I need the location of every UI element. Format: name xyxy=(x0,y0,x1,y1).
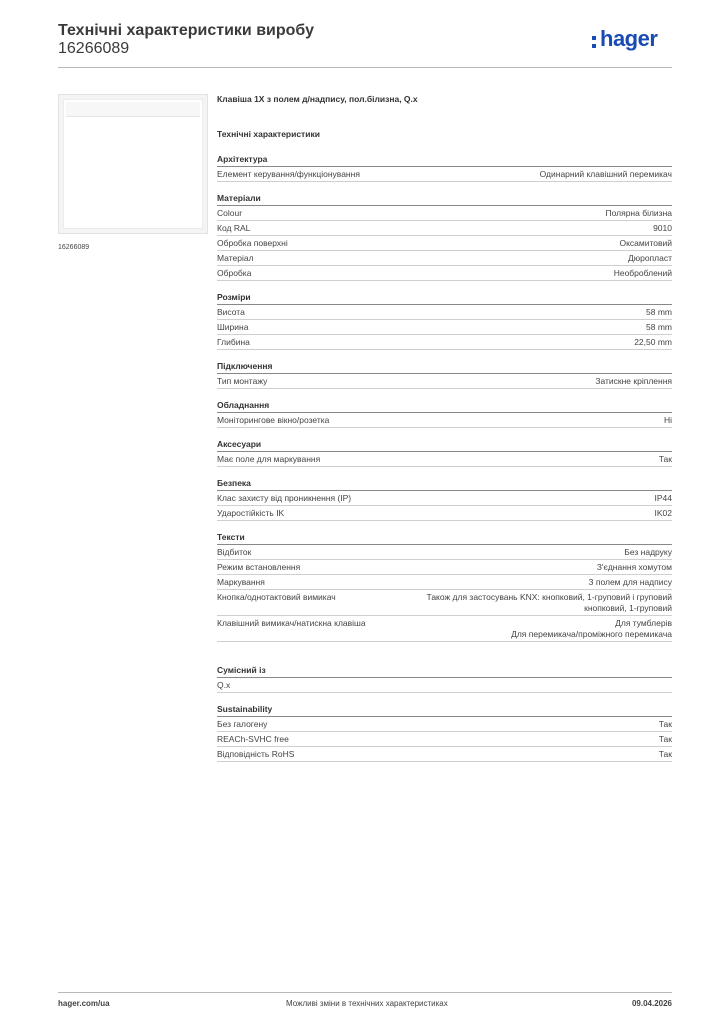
spec-value: IP44 xyxy=(654,492,672,503)
spec-group-title: Обладнання xyxy=(217,399,672,413)
page-title: Технічні характеристики виробу xyxy=(58,22,314,39)
spec-group xyxy=(217,291,672,350)
spec-value: 22,50 mm xyxy=(634,336,672,347)
spec-row xyxy=(217,167,672,182)
spec-row xyxy=(217,678,672,693)
spec-label: Обробка xyxy=(217,267,252,278)
spec-group-title: Матеріали xyxy=(217,192,672,206)
footer-date: 09.04.2026 xyxy=(631,999,672,1008)
spec-value: Без надруку xyxy=(624,546,672,557)
spec-label: Q.x xyxy=(217,679,231,690)
spec-group xyxy=(217,153,672,182)
spec-row xyxy=(217,206,672,221)
spec-label: Colour xyxy=(217,207,243,218)
spec-value: Затискне кріплення xyxy=(595,375,672,386)
spec-heading: Технічні характеристики xyxy=(217,129,320,139)
image-caption: 16266089 xyxy=(58,244,90,251)
header-divider xyxy=(58,67,672,68)
spec-group xyxy=(217,399,672,428)
spec-value: Так xyxy=(658,453,672,464)
spec-row xyxy=(217,747,672,762)
spec-label: Обробка поверхні xyxy=(217,237,288,248)
spec-row xyxy=(217,590,672,616)
spec-value: Для тумблерів Для перемикача/проміжного перемикача xyxy=(511,617,672,639)
spec-label: Має поле для маркування xyxy=(217,453,321,464)
switch-plate-image xyxy=(63,99,203,229)
spec-value: Полярна білизна xyxy=(605,207,672,218)
spec-row xyxy=(217,305,672,320)
page-header xyxy=(58,22,672,68)
spec-value: Необроблений xyxy=(613,267,672,278)
spec-label: Клавішний вимикач/натискна клавіша xyxy=(217,617,366,628)
spec-label: Відповідність RoHS xyxy=(217,748,295,759)
spec-label: Матеріал xyxy=(217,252,254,263)
spec-value: IK02 xyxy=(654,507,672,518)
spec-value: Так xyxy=(658,733,672,744)
spec-group xyxy=(217,438,672,467)
product-name: Клавіша 1X з полем д/надпису, пол.білизна, Q.x xyxy=(217,94,418,104)
spec-group xyxy=(217,703,672,762)
spec-group-title: Сумісний із xyxy=(217,664,672,678)
spec-group xyxy=(217,360,672,389)
spec-group-title: Аксесуари xyxy=(217,438,672,452)
spec-value: Оксамитовий xyxy=(619,237,672,248)
spec-row xyxy=(217,732,672,747)
spec-label: Без галогену xyxy=(217,718,268,729)
spec-row xyxy=(217,545,672,560)
footer-notice: Можливі зміни в технічних характеристиках xyxy=(286,999,448,1008)
spec-row xyxy=(217,320,672,335)
spec-group-title: Підключення xyxy=(217,360,672,374)
spec-row xyxy=(217,452,672,467)
spec-group xyxy=(217,531,672,642)
spec-value: З полем для надпису xyxy=(588,576,672,587)
article-number: 16266089 xyxy=(58,40,130,57)
footer-website[interactable]: hager.com/ua xyxy=(58,999,110,1008)
spec-value: Так xyxy=(658,748,672,759)
spec-value: Так xyxy=(658,718,672,729)
spec-label: Режим встановлення xyxy=(217,561,301,572)
spec-value: З'єднання хомутом xyxy=(596,561,672,572)
spec-value: 58 mm xyxy=(646,306,672,317)
spec-value: Дюропласт xyxy=(627,252,672,263)
spec-group-title: Тексти xyxy=(217,531,672,545)
spec-row xyxy=(217,266,672,281)
spec-label: Елемент керування/функціонування xyxy=(217,168,360,179)
spec-group-title: Архітектура xyxy=(217,153,672,167)
spec-content xyxy=(217,92,672,772)
spec-groups xyxy=(217,153,672,762)
spec-group-title: Безпека xyxy=(217,477,672,491)
spec-value: 58 mm xyxy=(646,321,672,332)
logo-text: hager xyxy=(600,26,658,51)
spec-value: Ні xyxy=(663,414,672,425)
spec-value: Одинарний клавішний перемикач xyxy=(539,168,672,179)
spec-value: 9010 xyxy=(653,222,672,233)
spec-row xyxy=(217,251,672,266)
spec-row xyxy=(217,506,672,521)
spec-label: Моніторингове вікно/розетка xyxy=(217,414,330,425)
spec-row xyxy=(217,491,672,506)
hager-logo xyxy=(592,28,672,52)
spec-label: Ударостійкість IK xyxy=(217,507,285,518)
spec-group xyxy=(217,477,672,521)
product-image xyxy=(58,94,208,234)
spec-label: Тип монтажу xyxy=(217,375,268,386)
spec-row xyxy=(217,221,672,236)
logo-dots-icon xyxy=(592,36,597,50)
spec-group-title: Sustainability xyxy=(217,703,672,717)
spec-label: Код RAL xyxy=(217,222,251,233)
spec-label: REACh-SVHC free xyxy=(217,733,289,744)
page-footer xyxy=(58,992,672,1008)
spec-label: Клас захисту від проникнення (IP) xyxy=(217,492,352,503)
spec-row xyxy=(217,616,672,642)
spec-row xyxy=(217,560,672,575)
spec-label: Ширина xyxy=(217,321,249,332)
spec-value: Також для застосувань KNX: кнопковий, 1-груповий і груповий кнопковий, 1-груповий xyxy=(426,591,672,613)
spec-row xyxy=(217,236,672,251)
spec-row xyxy=(217,413,672,428)
spec-row xyxy=(217,335,672,350)
spec-row xyxy=(217,374,672,389)
spec-label: Глибина xyxy=(217,336,250,347)
spec-row xyxy=(217,575,672,590)
spec-group-title: Розміри xyxy=(217,291,672,305)
spec-group xyxy=(217,664,672,693)
spec-label: Відбиток xyxy=(217,546,252,557)
spec-label: Маркування xyxy=(217,576,265,587)
spec-label: Висота xyxy=(217,306,245,317)
spec-group xyxy=(217,192,672,281)
spec-row xyxy=(217,717,672,732)
spec-label: Кнопка/однотактовий вимикач xyxy=(217,591,336,602)
